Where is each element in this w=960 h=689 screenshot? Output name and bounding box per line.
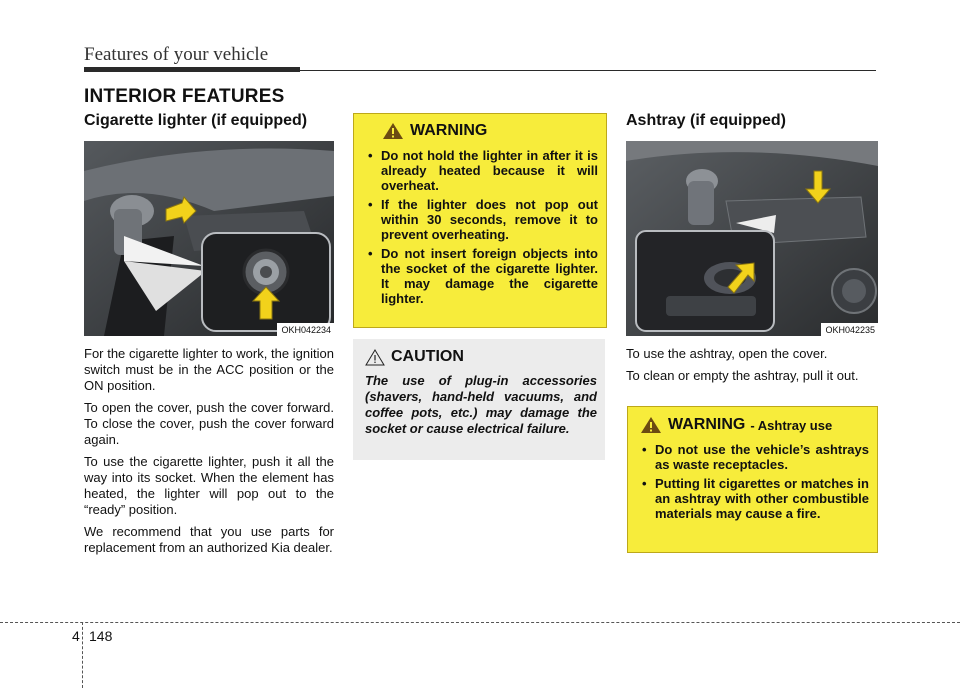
- ashtray-column: [626, 112, 878, 384]
- cigarette-lighter-title: Cigarette lighter (if equipped): [84, 112, 308, 129]
- ashtray-paragraph: To clean or empty the ashtray, pull it out.: [626, 368, 859, 383]
- warning-item: • Do not use the vehicle’s ashtrays as waste receptacles.: [638, 442, 869, 472]
- lighter-warning-box: [353, 113, 607, 328]
- cigarette-lighter-column: [84, 112, 334, 556]
- header-rule-thin: [300, 70, 876, 71]
- warning-triangle-icon: [640, 416, 662, 434]
- lighter-paragraph: We recommend that you use parts for replacement from an authorized Kia dealer.: [84, 524, 334, 555]
- lighter-paragraph: For the cigarette lighter to work, the ignition switch must be in the ACC position or the ON position.: [84, 346, 334, 393]
- caution-heading: [365, 348, 597, 366]
- caution-title: CAUTION: [391, 348, 464, 365]
- warning-triangle-icon: [382, 122, 404, 140]
- warning-list: [364, 148, 598, 306]
- ashtray-title: Ashtray (if equipped): [626, 112, 787, 129]
- image-code: OKH042235: [821, 323, 878, 336]
- warning-item: • Do not insert foreign objects into the socket of the cigarette lighter. It may damage the cigarette lighter.: [364, 246, 598, 306]
- chapter-number: 4: [72, 628, 80, 644]
- caution-text: The use of plug-in accessories (shavers, hand-held vacuums, and coffee pots, etc.) may damage the socket or cause electrical failure.: [365, 373, 597, 436]
- header-rule: [84, 67, 300, 72]
- image-code: OKH042234: [277, 323, 334, 336]
- lighter-paragraph: To use the cigarette lighter, push it all the way into its socket. When the element has heated, the lighter will pop out to the “ready” position.: [84, 454, 334, 517]
- ashtray-warning-list: [638, 442, 869, 521]
- running-header: Features of your vehicle: [84, 44, 269, 65]
- lighter-illustration: [84, 141, 334, 336]
- lighter-paragraph: To open the cover, push the cover forward. To close the cover, push the cover forward again.: [84, 400, 334, 447]
- ashtray-illustration: [626, 141, 878, 336]
- ashtray-warning-subtitle: - Ashtray use: [750, 417, 833, 433]
- footer-divider: [82, 622, 83, 688]
- section-title: INTERIOR FEATURES: [84, 86, 285, 107]
- warning-title: WARNING: [410, 122, 488, 139]
- ashtray-warning-heading: [638, 416, 869, 434]
- caution-triangle-icon: [365, 349, 385, 366]
- page-number: 148: [89, 628, 113, 644]
- cigarette-lighter-photo: [84, 141, 334, 336]
- footer-rule: [0, 622, 960, 623]
- warning-item: • If the lighter does not pop out within 30 seconds, remove it to prevent overheating.: [364, 197, 598, 242]
- ashtray-warning-title: WARNING: [668, 416, 746, 433]
- warning-item: • Do not hold the lighter in after it is already heated because it will overheat.: [364, 148, 598, 193]
- ashtray-paragraph: To use the ashtray, open the cover.: [626, 346, 828, 361]
- warning-heading: [364, 122, 598, 140]
- ashtray-photo: [626, 141, 878, 336]
- caution-box: [353, 339, 605, 460]
- ashtray-warning-box: [627, 406, 878, 553]
- warning-item: • Putting lit cigarettes or matches in an ashtray with other combustible materials may cause a fire.: [638, 476, 869, 521]
